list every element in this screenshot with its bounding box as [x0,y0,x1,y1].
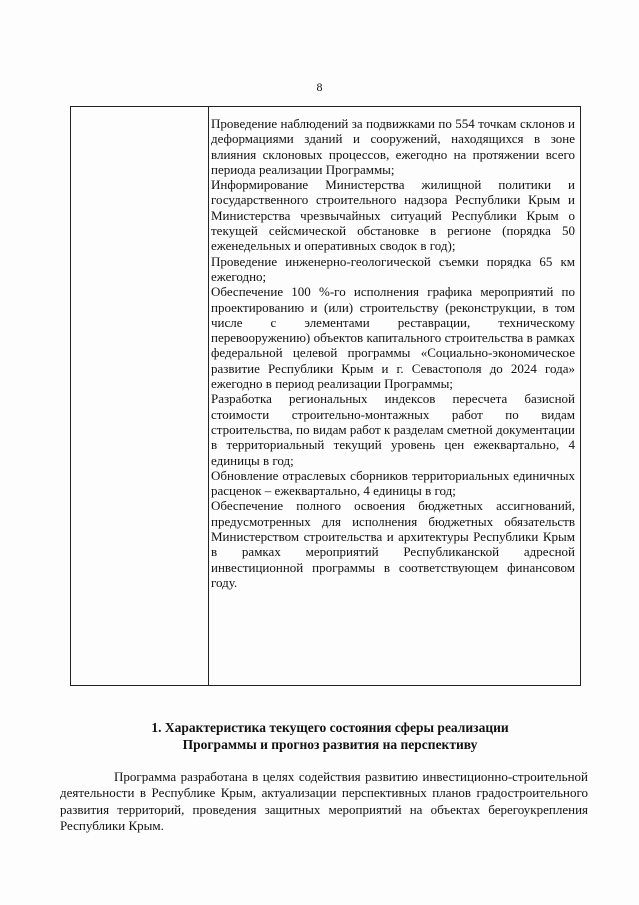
table-right-cell [211,116,575,590]
table-item: Разработка региональных индексов пересчета базисной стоимости строительно-монтажных работ по видам строительства, по видам работ к разделам сметной документации в территориальный текущий уровень цен ежеквартально, 4 единицы в год; [211,391,575,468]
table-item: Обеспечение 100 %-го исполнения графика мероприятий по проектированию и (или) строительству (реконструкции, в том числе с элементами реставрации, техническому перевооружению) объектов капитального строительства в рамках федеральной целевой программы «Социально-экономическое развитие Республики Крым и г. Севастополя до 2024 года» ежегодно в период реализации Программы; [211,284,575,392]
section-heading [60,719,600,753]
table-item: Обновление отраслевых сборников территориальных единичных расценок – ежеквартально, 4 единицы в год; [211,467,575,499]
table-column-divider [208,107,209,685]
table-item: Обеспечение полного освоения бюджетных ассигнований, предусмотренных для исполнения бюджетных обязательств Министерством строительства и архитектуры Республики Крым в рамках мероприятий Республиканской адресной инвестиционной программы в соответствующем финансовом году. [211,498,575,590]
section-paragraph: Программа разработана в целях содействия развитию инвестиционно-строительной деятельности в Республике Крым, актуализации перспективных планов градостроительного развития территорий, проведения защитных мероприятий на объектах берегоукрепления Республики Крым. [60,769,588,834]
page-number: 8 [316,80,323,94]
table-item: Проведение инженерно-геологической съемки порядка 65 км ежегодно; [211,253,575,284]
table-item: Проведение наблюдений за подвижками по 554 точкам склонов и деформациями зданий и сооружений, находящихся в зоне влияния склоновых процессов, ежегодно на протяжении всего периода реализации Программы; [211,116,575,177]
section-heading-line-2: Программы и прогноз развития на перспективу [182,737,478,752]
table-item: Информирование Министерства жилищной политики и государственного строительного надзора Республики Крым и Министерства чрезвычайных ситуаций Республики Крым о текущей сейсмической обстановке в регионе (порядка 50 еженедельных и оперативных сводок в год); [211,177,575,254]
indicators-table [70,106,581,686]
section-heading-line-1: 1. Характеристика текущего состояния сферы реализации [151,720,509,735]
